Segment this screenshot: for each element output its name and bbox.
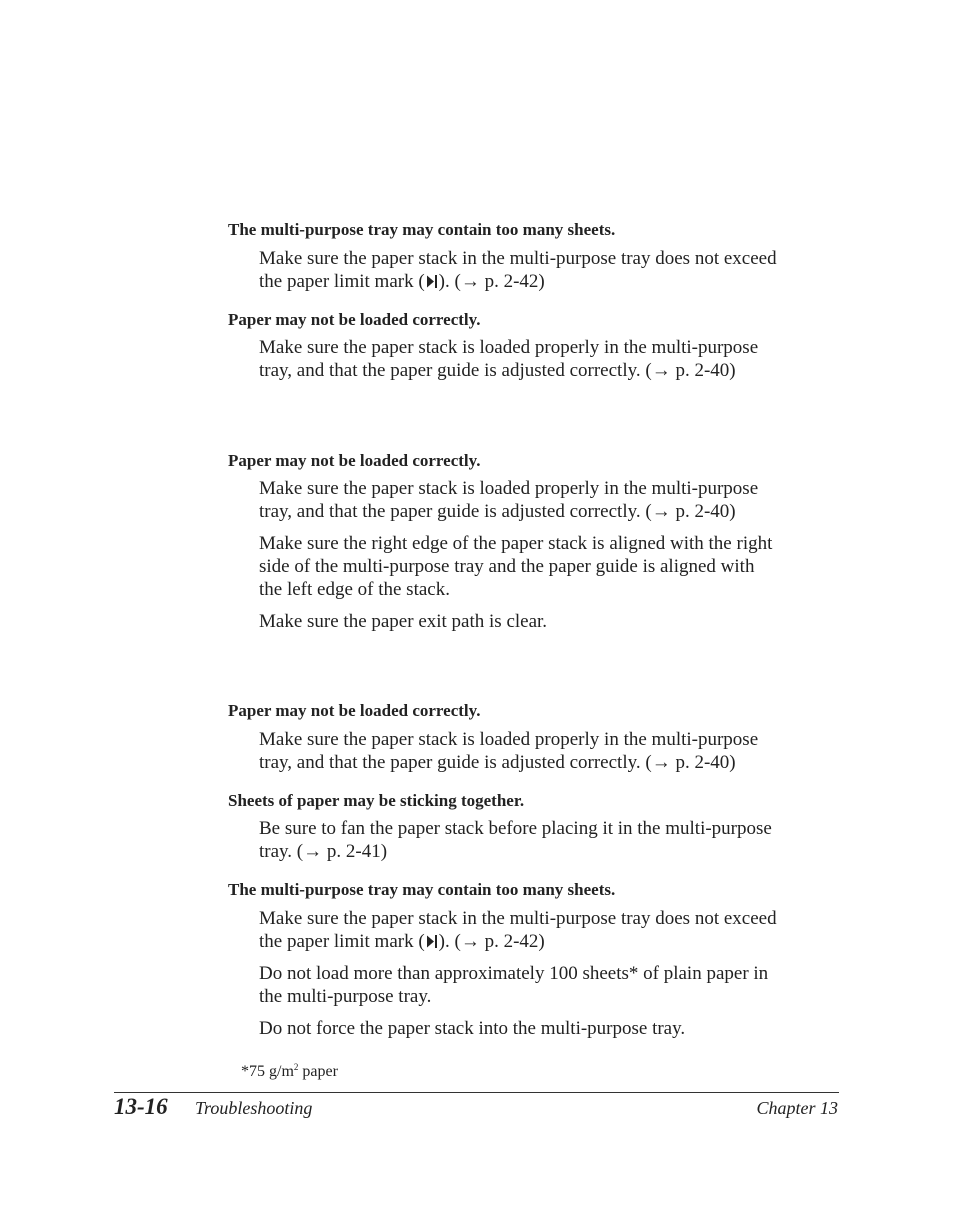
paragraph-right-edge-aligned [259,532,854,601]
text-line: tray, and that the paper guide is adjusted correctly. (→ p. 2-40) [259,360,736,381]
footnote-prefix: *75 g/m [241,1063,294,1080]
heading-sheets-sticking: Sheets of paper may be sticking together. [228,791,525,810]
paragraph-loaded-properly-2 [259,477,854,523]
paragraph-paper-limit-1 [259,247,854,295]
text-line: Make sure the paper stack is loaded properly in the multi-purpose [259,729,759,750]
text-line: the multi-purpose tray. [259,986,432,1007]
paragraph-loaded-properly-3 [259,728,854,774]
paper-limit-mark-icon [426,932,438,955]
heading-not-loaded-correctly-3: Paper may not be loaded correctly. [228,701,481,720]
section-title: Troubleshooting [195,1098,313,1118]
text-line: tray, and that the paper guide is adjusted correctly. (→ p. 2-40) [259,752,736,773]
text-line: Make sure the paper stack in the multi-purpose tray does not exceed [259,248,777,269]
page-number: 13-16 [114,1094,168,1119]
heading-too-many-sheets-2: The multi-purpose tray may contain too many sheets. [228,880,616,899]
paper-limit-mark-icon [426,272,438,295]
text-line [259,270,854,295]
text-line [259,930,854,955]
text-line: Make sure the paper stack is loaded properly in the multi-purpose [259,337,759,358]
text-line: tray. (→ p. 2-41) [259,841,388,862]
footer-rule [114,1092,839,1093]
text-fragment: the paper limit mark ( [259,271,425,292]
text-line: Make sure the paper stack in the multi-purpose tray does not exceed [259,908,777,929]
text-line: the left edge of the stack. [259,579,450,600]
paragraph-loaded-properly-1 [259,336,854,382]
text-fragment: ). (→ p. 2-42) [438,271,545,292]
text-fragment: ). (→ p. 2-42) [438,931,545,952]
text-line: Make sure the paper stack is loaded properly in the multi-purpose [259,478,759,499]
heading-not-loaded-correctly-2: Paper may not be loaded correctly. [228,451,481,470]
text-fragment: the paper limit mark ( [259,931,425,952]
paragraph-exit-path-clear [259,610,854,633]
text-line: Do not force the paper stack into the multi-purpose tray. [259,1018,686,1039]
text-line: Do not load more than approximately 100 sheets* of plain paper in [259,963,769,984]
chapter-label: Chapter 13 [756,1098,838,1118]
paragraph-paper-limit-2 [259,907,854,955]
heading-too-many-sheets-1: The multi-purpose tray may contain too many sheets. [228,220,616,239]
text-line: Be sure to fan the paper stack before placing it in the multi-purpose [259,818,772,839]
paragraph-sheet-limit [259,962,854,1008]
text-line: Make sure the right edge of the paper stack is aligned with the right [259,533,773,554]
text-line: side of the multi-purpose tray and the paper guide is aligned with [259,556,755,577]
footnote-suffix: paper [298,1063,338,1080]
footnote [241,1057,338,1082]
footnote-superscript: 2 [293,1062,299,1072]
text-line: Make sure the paper exit path is clear. [259,611,548,632]
paragraph-do-not-force [259,1017,854,1040]
heading-not-loaded-correctly-1: Paper may not be loaded correctly. [228,310,481,329]
text-line: tray, and that the paper guide is adjusted correctly. (→ p. 2-40) [259,501,736,522]
paragraph-fan-paper-stack [259,817,854,863]
